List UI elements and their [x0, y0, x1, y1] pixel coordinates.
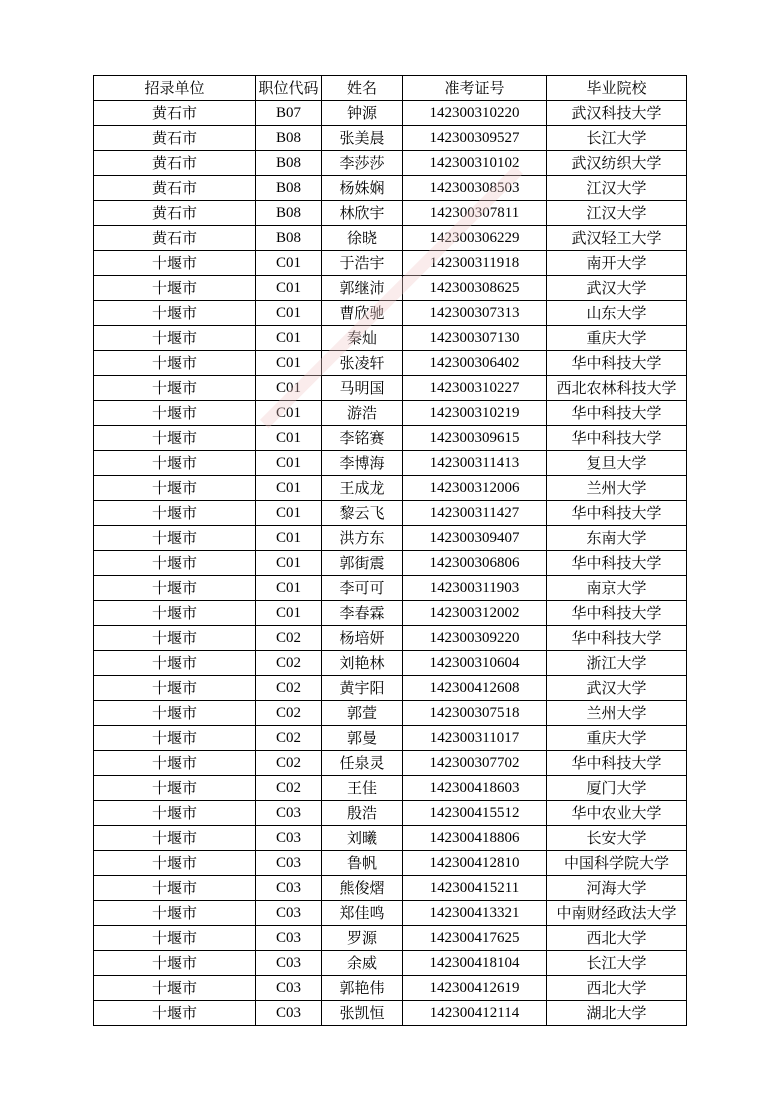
- cell-school: 江汉大学: [547, 201, 687, 226]
- cell-unit: 十堰市: [94, 851, 256, 876]
- table-row: [94, 251, 687, 276]
- cell-name: 殷浩: [322, 801, 403, 826]
- table-row: [94, 176, 687, 201]
- table-row: [94, 926, 687, 951]
- cell-name: 于浩宇: [322, 251, 403, 276]
- cell-unit: 十堰市: [94, 476, 256, 501]
- cell-unit: 黄石市: [94, 201, 256, 226]
- cell-exam-id: 142300307518: [403, 701, 547, 726]
- cell-exam-id: 142300310102: [403, 151, 547, 176]
- cell-exam-id: 142300309407: [403, 526, 547, 551]
- cell-position-code: C03: [256, 851, 322, 876]
- cell-name: 李春霖: [322, 601, 403, 626]
- table-row: [94, 576, 687, 601]
- cell-school: 华中科技大学: [547, 351, 687, 376]
- cell-name: 李莎莎: [322, 151, 403, 176]
- cell-exam-id: 142300310220: [403, 101, 547, 126]
- cell-exam-id: 142300413321: [403, 901, 547, 926]
- cell-exam-id: 142300307702: [403, 751, 547, 776]
- cell-unit: 十堰市: [94, 326, 256, 351]
- cell-school: 武汉大学: [547, 276, 687, 301]
- cell-name: 任泉灵: [322, 751, 403, 776]
- cell-exam-id: 142300308625: [403, 276, 547, 301]
- cell-exam-id: 142300415512: [403, 801, 547, 826]
- cell-exam-id: 142300412114: [403, 1001, 547, 1026]
- cell-unit: 十堰市: [94, 951, 256, 976]
- cell-unit: 十堰市: [94, 426, 256, 451]
- cell-school: 长江大学: [547, 126, 687, 151]
- cell-unit: 十堰市: [94, 251, 256, 276]
- cell-position-code: C01: [256, 251, 322, 276]
- cell-position-code: C02: [256, 651, 322, 676]
- cell-name: 刘艳林: [322, 651, 403, 676]
- cell-exam-id: 142300306229: [403, 226, 547, 251]
- cell-position-code: C01: [256, 301, 322, 326]
- cell-exam-id: 142300311427: [403, 501, 547, 526]
- cell-unit: 黄石市: [94, 101, 256, 126]
- cell-position-code: C02: [256, 676, 322, 701]
- cell-unit: 十堰市: [94, 601, 256, 626]
- cell-name: 钟源: [322, 101, 403, 126]
- cell-position-code: B07: [256, 101, 322, 126]
- table-row: [94, 476, 687, 501]
- table-row: [94, 301, 687, 326]
- cell-school: 华中科技大学: [547, 601, 687, 626]
- table-row: [94, 401, 687, 426]
- cell-position-code: C03: [256, 826, 322, 851]
- table-row: [94, 751, 687, 776]
- cell-unit: 十堰市: [94, 301, 256, 326]
- table-row: [94, 201, 687, 226]
- cell-exam-id: 142300306806: [403, 551, 547, 576]
- cell-school: 长江大学: [547, 951, 687, 976]
- cell-position-code: C01: [256, 551, 322, 576]
- cell-unit: 十堰市: [94, 776, 256, 801]
- table-row: [94, 276, 687, 301]
- table-row: [94, 326, 687, 351]
- header-exam-id: 准考证号: [403, 76, 547, 101]
- candidate-table-container: [93, 75, 687, 1026]
- header-unit: 招录单位: [94, 76, 256, 101]
- cell-school: 中国科学院大学: [547, 851, 687, 876]
- table-row: [94, 851, 687, 876]
- table-row: [94, 376, 687, 401]
- cell-name: 林欣宇: [322, 201, 403, 226]
- cell-name: 郭曼: [322, 726, 403, 751]
- table-row: [94, 151, 687, 176]
- cell-position-code: C01: [256, 576, 322, 601]
- cell-position-code: C03: [256, 901, 322, 926]
- cell-school: 山东大学: [547, 301, 687, 326]
- cell-school: 长安大学: [547, 826, 687, 851]
- cell-school: 华中科技大学: [547, 501, 687, 526]
- cell-school: 华中科技大学: [547, 426, 687, 451]
- cell-name: 张凌轩: [322, 351, 403, 376]
- cell-name: 鲁帆: [322, 851, 403, 876]
- cell-exam-id: 142300417625: [403, 926, 547, 951]
- cell-exam-id: 142300418603: [403, 776, 547, 801]
- cell-exam-id: 142300311918: [403, 251, 547, 276]
- cell-exam-id: 142300310227: [403, 376, 547, 401]
- cell-school: 中南财经政法大学: [547, 901, 687, 926]
- cell-position-code: B08: [256, 176, 322, 201]
- table-row: [94, 651, 687, 676]
- cell-name: 王成龙: [322, 476, 403, 501]
- cell-position-code: C01: [256, 326, 322, 351]
- cell-unit: 十堰市: [94, 401, 256, 426]
- table-row: [94, 526, 687, 551]
- cell-exam-id: 142300309220: [403, 626, 547, 651]
- table-row: [94, 551, 687, 576]
- cell-exam-id: 142300418104: [403, 951, 547, 976]
- table-row: [94, 426, 687, 451]
- table-row: [94, 726, 687, 751]
- cell-school: 西北农林科技大学: [547, 376, 687, 401]
- cell-school: 武汉纺织大学: [547, 151, 687, 176]
- cell-exam-id: 142300312006: [403, 476, 547, 501]
- cell-position-code: C02: [256, 701, 322, 726]
- cell-name: 游浩: [322, 401, 403, 426]
- cell-position-code: C01: [256, 451, 322, 476]
- cell-school: 华中科技大学: [547, 626, 687, 651]
- cell-name: 张凯恒: [322, 1001, 403, 1026]
- cell-exam-id: 142300310604: [403, 651, 547, 676]
- cell-exam-id: 142300307811: [403, 201, 547, 226]
- table-row: [94, 451, 687, 476]
- cell-position-code: C01: [256, 276, 322, 301]
- cell-unit: 十堰市: [94, 376, 256, 401]
- table-row: [94, 701, 687, 726]
- cell-unit: 黄石市: [94, 176, 256, 201]
- cell-name: 李铭赛: [322, 426, 403, 451]
- cell-school: 南京大学: [547, 576, 687, 601]
- cell-name: 洪方东: [322, 526, 403, 551]
- table-header-row: [94, 76, 687, 101]
- table-row: [94, 676, 687, 701]
- cell-unit: 十堰市: [94, 926, 256, 951]
- cell-position-code: B08: [256, 226, 322, 251]
- cell-school: 兰州大学: [547, 701, 687, 726]
- table-row: [94, 626, 687, 651]
- candidate-table: [93, 75, 687, 1026]
- cell-school: 武汉科技大学: [547, 101, 687, 126]
- cell-exam-id: 142300308503: [403, 176, 547, 201]
- cell-name: 李可可: [322, 576, 403, 601]
- cell-position-code: C01: [256, 476, 322, 501]
- cell-unit: 十堰市: [94, 676, 256, 701]
- cell-position-code: C01: [256, 526, 322, 551]
- cell-name: 王佳: [322, 776, 403, 801]
- cell-position-code: C03: [256, 976, 322, 1001]
- cell-school: 湖北大学: [547, 1001, 687, 1026]
- table-row: [94, 826, 687, 851]
- cell-unit: 十堰市: [94, 801, 256, 826]
- table-body: [94, 101, 687, 1026]
- cell-exam-id: 142300307313: [403, 301, 547, 326]
- cell-name: 郭艳伟: [322, 976, 403, 1001]
- cell-unit: 十堰市: [94, 651, 256, 676]
- cell-name: 曹欣驰: [322, 301, 403, 326]
- cell-position-code: C01: [256, 351, 322, 376]
- cell-school: 华中科技大学: [547, 751, 687, 776]
- table-row: [94, 776, 687, 801]
- cell-school: 华中农业大学: [547, 801, 687, 826]
- cell-name: 黎云飞: [322, 501, 403, 526]
- cell-exam-id: 142300412608: [403, 676, 547, 701]
- cell-name: 郭萱: [322, 701, 403, 726]
- cell-exam-id: 142300311413: [403, 451, 547, 476]
- cell-name: 杨培妍: [322, 626, 403, 651]
- cell-name: 马明国: [322, 376, 403, 401]
- cell-exam-id: 142300312002: [403, 601, 547, 626]
- cell-position-code: C02: [256, 751, 322, 776]
- cell-unit: 十堰市: [94, 701, 256, 726]
- cell-unit: 十堰市: [94, 501, 256, 526]
- cell-position-code: C01: [256, 501, 322, 526]
- cell-school: 重庆大学: [547, 326, 687, 351]
- cell-position-code: C01: [256, 601, 322, 626]
- table-row: [94, 351, 687, 376]
- cell-unit: 十堰市: [94, 576, 256, 601]
- cell-name: 刘曦: [322, 826, 403, 851]
- cell-name: 罗源: [322, 926, 403, 951]
- table-row: [94, 226, 687, 251]
- header-name: 姓名: [322, 76, 403, 101]
- cell-position-code: C03: [256, 951, 322, 976]
- cell-unit: 十堰市: [94, 976, 256, 1001]
- cell-name: 徐晓: [322, 226, 403, 251]
- cell-school: 东南大学: [547, 526, 687, 551]
- cell-name: 杨姝娴: [322, 176, 403, 201]
- cell-position-code: B08: [256, 126, 322, 151]
- cell-unit: 十堰市: [94, 826, 256, 851]
- cell-position-code: C01: [256, 401, 322, 426]
- cell-exam-id: 142300412619: [403, 976, 547, 1001]
- table-row: [94, 1001, 687, 1026]
- cell-position-code: C01: [256, 426, 322, 451]
- cell-position-code: C02: [256, 726, 322, 751]
- cell-unit: 十堰市: [94, 526, 256, 551]
- cell-exam-id: 142300306402: [403, 351, 547, 376]
- cell-school: 重庆大学: [547, 726, 687, 751]
- cell-exam-id: 142300412810: [403, 851, 547, 876]
- cell-position-code: C02: [256, 626, 322, 651]
- cell-unit: 十堰市: [94, 626, 256, 651]
- cell-unit: 十堰市: [94, 751, 256, 776]
- cell-school: 河海大学: [547, 876, 687, 901]
- cell-unit: 十堰市: [94, 901, 256, 926]
- header-school: 毕业院校: [547, 76, 687, 101]
- cell-position-code: C03: [256, 801, 322, 826]
- table-row: [94, 901, 687, 926]
- cell-position-code: B08: [256, 151, 322, 176]
- table-row: [94, 951, 687, 976]
- cell-name: 余威: [322, 951, 403, 976]
- cell-unit: 黄石市: [94, 226, 256, 251]
- cell-name: 熊俊熠: [322, 876, 403, 901]
- cell-position-code: C01: [256, 376, 322, 401]
- cell-name: 李博海: [322, 451, 403, 476]
- cell-exam-id: 142300307130: [403, 326, 547, 351]
- cell-position-code: C03: [256, 1001, 322, 1026]
- cell-unit: 十堰市: [94, 276, 256, 301]
- cell-school: 南开大学: [547, 251, 687, 276]
- cell-school: 复旦大学: [547, 451, 687, 476]
- cell-school: 华中科技大学: [547, 551, 687, 576]
- cell-school: 武汉轻工大学: [547, 226, 687, 251]
- cell-school: 兰州大学: [547, 476, 687, 501]
- table-row: [94, 126, 687, 151]
- header-position-code: 职位代码: [256, 76, 322, 101]
- cell-school: 华中科技大学: [547, 401, 687, 426]
- table-row: [94, 501, 687, 526]
- cell-name: 黄宇阳: [322, 676, 403, 701]
- cell-position-code: C03: [256, 926, 322, 951]
- cell-school: 江汉大学: [547, 176, 687, 201]
- table-row: [94, 801, 687, 826]
- cell-exam-id: 142300418806: [403, 826, 547, 851]
- cell-exam-id: 142300309527: [403, 126, 547, 151]
- cell-exam-id: 142300311903: [403, 576, 547, 601]
- cell-unit: 十堰市: [94, 451, 256, 476]
- table-row: [94, 101, 687, 126]
- cell-unit: 十堰市: [94, 351, 256, 376]
- cell-name: 郑佳鸣: [322, 901, 403, 926]
- cell-position-code: C02: [256, 776, 322, 801]
- table-row: [94, 876, 687, 901]
- cell-position-code: C03: [256, 876, 322, 901]
- cell-unit: 十堰市: [94, 876, 256, 901]
- table-row: [94, 601, 687, 626]
- cell-exam-id: 142300310219: [403, 401, 547, 426]
- cell-name: 秦灿: [322, 326, 403, 351]
- cell-name: 张美晨: [322, 126, 403, 151]
- cell-name: 郭街震: [322, 551, 403, 576]
- table-row: [94, 976, 687, 1001]
- cell-unit: 十堰市: [94, 1001, 256, 1026]
- cell-school: 西北大学: [547, 926, 687, 951]
- cell-school: 西北大学: [547, 976, 687, 1001]
- cell-school: 武汉大学: [547, 676, 687, 701]
- cell-school: 厦门大学: [547, 776, 687, 801]
- cell-exam-id: 142300309615: [403, 426, 547, 451]
- cell-exam-id: 142300311017: [403, 726, 547, 751]
- cell-name: 郭继沛: [322, 276, 403, 301]
- cell-unit: 十堰市: [94, 551, 256, 576]
- cell-school: 浙江大学: [547, 651, 687, 676]
- cell-exam-id: 142300415211: [403, 876, 547, 901]
- cell-unit: 黄石市: [94, 151, 256, 176]
- cell-unit: 十堰市: [94, 726, 256, 751]
- cell-position-code: B08: [256, 201, 322, 226]
- cell-unit: 黄石市: [94, 126, 256, 151]
